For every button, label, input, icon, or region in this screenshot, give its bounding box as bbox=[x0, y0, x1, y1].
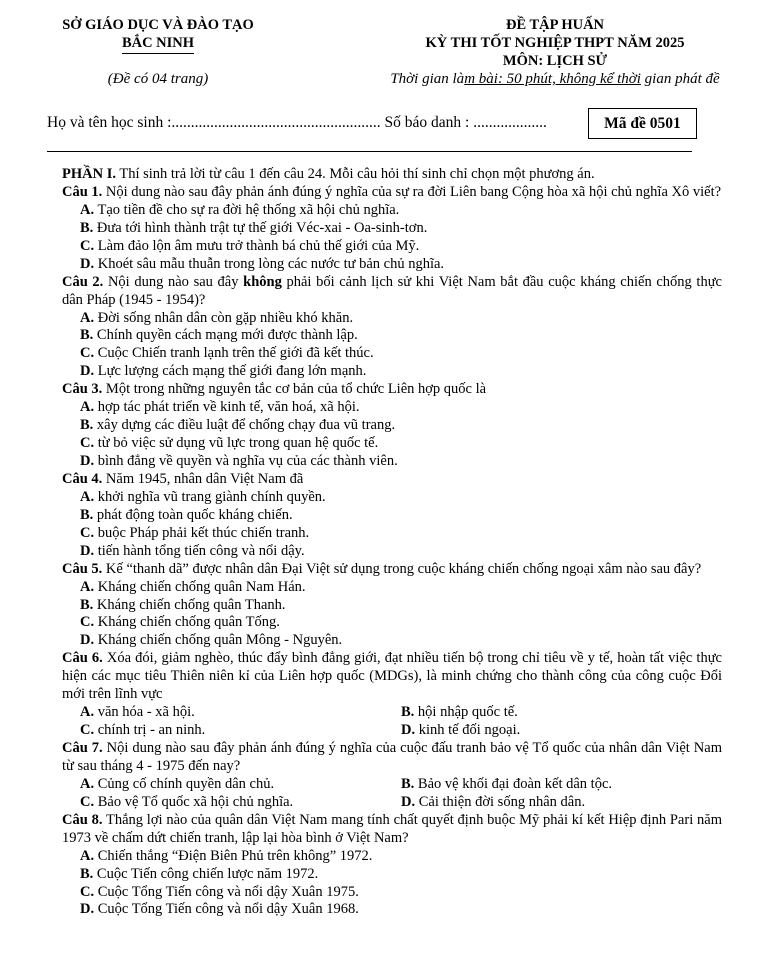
option-text: Chính quyền cách mạng mới được thành lập. bbox=[96, 327, 358, 344]
option-d[interactable] bbox=[62, 453, 722, 471]
question-stem bbox=[62, 812, 722, 848]
option-text: phát động toàn quốc kháng chiến. bbox=[96, 506, 293, 523]
stem-text: phải bối cảnh lịch sử khi Việt Nam bắt đầu cuộc kháng chiến chống thực dân Pháp (1945 - 1954)? bbox=[62, 273, 722, 308]
option-text: Kháng chiến chống quân Nam Hán. bbox=[97, 578, 306, 595]
option-text: Củng cố chính quyền dân chủ. bbox=[97, 775, 275, 792]
part-label: PHẦN I. bbox=[62, 166, 116, 182]
option-text: bình đẳng về quyền và nghĩa vụ của các thành viên. bbox=[97, 453, 398, 469]
option-letter: C. bbox=[80, 722, 95, 739]
option-b[interactable] bbox=[62, 597, 722, 615]
option-a[interactable] bbox=[62, 310, 722, 328]
option-letter: B. bbox=[80, 219, 94, 236]
option-letter: D. bbox=[80, 901, 95, 918]
option-letter: A. bbox=[80, 775, 95, 792]
option-b[interactable] bbox=[62, 327, 722, 345]
option-d[interactable] bbox=[62, 632, 722, 650]
option-a[interactable] bbox=[62, 489, 722, 507]
option-c[interactable] bbox=[62, 435, 722, 453]
option-letter: B. bbox=[80, 596, 94, 613]
option-d[interactable] bbox=[401, 794, 722, 812]
option-text: buộc Pháp phải kết thúc chiến tranh. bbox=[97, 524, 310, 541]
option-letter: A. bbox=[80, 847, 95, 864]
option-letter: A. bbox=[80, 309, 95, 326]
exam-name: KỲ THI TỐT NGHIỆP THPT NĂM 2025 bbox=[425, 35, 685, 51]
option-row bbox=[62, 704, 722, 722]
option-text: Bảo vệ Tổ quốc xã hội chủ nghĩa. bbox=[97, 793, 294, 810]
option-letter: B. bbox=[401, 704, 415, 721]
option-letter: C. bbox=[80, 793, 95, 810]
option-text: Cải thiện đời sống nhân dân. bbox=[418, 793, 586, 810]
option-text: từ bỏ việc sử dụng vũ lực trong quan hệ quốc tế. bbox=[97, 435, 379, 452]
questions-content bbox=[62, 166, 722, 919]
question-stem bbox=[62, 740, 722, 776]
option-row bbox=[62, 722, 722, 740]
option-c[interactable] bbox=[80, 794, 401, 812]
option-text: kinh tế đối ngoại. bbox=[418, 722, 521, 739]
option-letter: A. bbox=[80, 201, 95, 218]
option-b[interactable] bbox=[401, 704, 722, 722]
option-letter: D. bbox=[401, 793, 416, 810]
question-stem bbox=[62, 471, 722, 489]
part-instruction bbox=[62, 166, 722, 184]
question-label: Câu 5. bbox=[62, 560, 103, 577]
option-letter: A. bbox=[80, 488, 95, 505]
student-id-field: Số báo danh : ................... bbox=[380, 114, 547, 131]
option-a[interactable] bbox=[62, 202, 722, 220]
org-name: SỞ GIÁO DỤC VÀ ĐÀO TẠO bbox=[62, 17, 254, 33]
part-text: Thí sinh trả lời từ câu 1 đến câu 24. Mỗi câu hỏi thí sinh chỉ chọn một phương án. bbox=[115, 166, 595, 182]
option-d[interactable] bbox=[62, 256, 722, 274]
option-b[interactable] bbox=[62, 220, 722, 238]
option-letter: C. bbox=[80, 435, 95, 452]
option-text: Cuộc Tiến công chiến lược năm 1972. bbox=[96, 865, 319, 882]
option-text: Kháng chiến chống quân Tống. bbox=[97, 614, 280, 631]
option-letter: C. bbox=[80, 524, 95, 541]
option-letter: D. bbox=[80, 363, 95, 380]
question-label: Câu 2. bbox=[62, 273, 104, 290]
option-letter: A. bbox=[80, 704, 95, 721]
option-letter: D. bbox=[80, 542, 95, 559]
option-text: hợp tác phát triển về kinh tế, văn hoá, xã hội. bbox=[97, 399, 360, 416]
question-8 bbox=[62, 812, 722, 920]
option-a[interactable] bbox=[62, 848, 722, 866]
option-b[interactable] bbox=[62, 507, 722, 525]
option-text: hội nhập quốc tế. bbox=[417, 704, 518, 721]
question-4 bbox=[62, 471, 722, 561]
option-letter: B. bbox=[80, 865, 94, 882]
stem-text: Nội dung nào sau đây phản ánh đúng ý nghĩa của cuộc đấu tranh bảo vệ Tổ quốc của nhân dân Việt Nam từ sau tháng 4 - 1975 đến nay? bbox=[62, 740, 722, 774]
option-text: Cuộc Tổng Tiến công và nổi dậy Xuân 1968. bbox=[97, 901, 359, 918]
question-7 bbox=[62, 740, 722, 812]
time-note bbox=[330, 71, 769, 88]
option-d[interactable] bbox=[401, 722, 722, 740]
option-text: Khoét sâu mẫu thuẫn trong lòng các nước tư bản chủ nghĩa. bbox=[97, 255, 445, 272]
divider bbox=[47, 151, 692, 152]
option-d[interactable] bbox=[62, 901, 722, 919]
question-stem bbox=[62, 184, 722, 202]
exam-title: ĐỀ TẬP HUẤN bbox=[505, 17, 605, 33]
question-1 bbox=[62, 184, 722, 274]
option-letter: B. bbox=[80, 327, 94, 344]
question-label: Câu 4. bbox=[62, 470, 103, 487]
stem-text: Nội dung nào sau đây bbox=[103, 273, 244, 290]
option-b[interactable] bbox=[62, 417, 722, 435]
option-text: Cuộc Tổng Tiến công và nổi dậy Xuân 1975. bbox=[97, 883, 359, 900]
stem-text: Thắng lợi nào của quân dân Việt Nam mang tính chất quyết định buộc Mỹ phải kí kết Hiệp định Pari năm 1973 về chấm dứt chiến tranh, lập lại hòa bình ở Việt Nam? bbox=[62, 811, 722, 846]
option-letter: C. bbox=[80, 614, 95, 631]
question-5 bbox=[62, 561, 722, 651]
option-text: Lực lượng cách mạng thế giới đang lớn mạnh. bbox=[97, 363, 367, 380]
org-province: BẮC NINH bbox=[122, 34, 194, 54]
option-text: văn hóa - xã hội. bbox=[97, 704, 195, 721]
option-d[interactable] bbox=[62, 363, 722, 381]
option-text: Bảo vệ khối đại đoàn kết dân tộc. bbox=[417, 775, 613, 792]
header-right bbox=[330, 16, 769, 70]
option-c[interactable] bbox=[80, 722, 401, 740]
time-pre: Thời gian là bbox=[390, 71, 465, 87]
question-stem bbox=[62, 650, 722, 704]
exam-subject: MÔN: LỊCH SỬ bbox=[502, 53, 608, 69]
student-name-field: Họ và tên học sinh :...................................................... bbox=[47, 114, 381, 131]
option-text: tiến hành tổng tiến công và nổi dậy. bbox=[97, 542, 305, 559]
option-text: Đưa tới hình thành trật tự thế giới Véc-xai - Oa-sinh-tơn. bbox=[96, 219, 428, 236]
option-letter: A. bbox=[80, 399, 95, 416]
student-info bbox=[47, 114, 547, 132]
option-c[interactable] bbox=[62, 238, 722, 256]
option-a[interactable] bbox=[80, 776, 401, 794]
option-letter: C. bbox=[80, 237, 95, 254]
option-a[interactable] bbox=[62, 579, 722, 597]
option-row bbox=[62, 776, 722, 794]
option-letter: C. bbox=[80, 345, 95, 362]
option-letter: B. bbox=[80, 417, 94, 434]
option-d[interactable] bbox=[62, 543, 722, 561]
option-text: Chiến thắng “Điện Biên Phủ trên không” 1972. bbox=[97, 847, 373, 864]
question-label: Câu 8. bbox=[62, 811, 103, 828]
exam-code-box: Mã đề 0501 bbox=[588, 108, 697, 139]
stem-text: Kế “thanh dã” được nhân dân Đại Việt sử dụng trong cuộc kháng chiến chống ngoại xâm nào sau đây? bbox=[102, 560, 702, 577]
option-text: Tạo tiền đề cho sự ra đời hệ thống xã hội chủ nghĩa. bbox=[97, 201, 400, 218]
option-text: Làm đảo lộn âm mưu trở thành bá chủ thế giới của Mỹ. bbox=[97, 237, 420, 254]
question-stem bbox=[62, 274, 722, 310]
option-a[interactable] bbox=[80, 704, 401, 722]
question-label: Câu 1. bbox=[62, 183, 103, 200]
question-stem bbox=[62, 561, 722, 579]
stem-text: Một trong những nguyên tắc cơ bản của tổ chức Liên hợp quốc là bbox=[102, 381, 487, 398]
question-label: Câu 3. bbox=[62, 381, 103, 398]
question-2 bbox=[62, 274, 722, 382]
option-letter: C. bbox=[80, 883, 95, 900]
option-letter: A. bbox=[80, 578, 95, 595]
option-text: Kháng chiến chống quân Thanh. bbox=[96, 596, 286, 613]
option-a[interactable] bbox=[62, 399, 722, 417]
question-label: Câu 6. bbox=[62, 650, 103, 667]
stem-text: Nội dung nào sau đây phản ánh đúng ý nghĩa của sự ra đời Liên bang Cộng hòa xã hội chủ nghĩa Xô viết? bbox=[102, 183, 722, 200]
option-text: Kháng chiến chống quân Mông - Nguyên. bbox=[97, 632, 343, 649]
option-letter: B. bbox=[80, 506, 94, 523]
option-letter: B. bbox=[401, 775, 415, 792]
stem-text: Xóa đói, giảm nghèo, thúc đẩy bình đẳng giới, đạt nhiều tiến bộ trong chỉ tiêu về y tế, hoàn tất việc thực hiện các mục tiêu Thiên niên kỉ của Liên hợp quốc (MDGs), là minh chứng cho thành công của công cuộc Đổi mới trên lĩnh vực bbox=[62, 650, 722, 703]
option-b[interactable] bbox=[401, 776, 722, 794]
question-6 bbox=[62, 650, 722, 740]
stem-text: Năm 1945, nhân dân Việt Nam đã bbox=[102, 470, 304, 487]
option-c[interactable] bbox=[62, 884, 722, 902]
option-text: chính trị - an ninh. bbox=[97, 722, 206, 739]
option-c[interactable] bbox=[62, 525, 722, 543]
stem-text: không bbox=[243, 273, 282, 290]
option-letter: D. bbox=[80, 255, 95, 272]
option-c[interactable] bbox=[62, 345, 722, 363]
question-label: Câu 7. bbox=[62, 740, 103, 756]
option-letter: D. bbox=[80, 632, 95, 649]
option-letter: D. bbox=[80, 453, 95, 469]
question-3 bbox=[62, 381, 722, 471]
option-b[interactable] bbox=[62, 866, 722, 884]
pages-note: (Đề có 04 trang) bbox=[107, 71, 209, 87]
option-row bbox=[62, 794, 722, 812]
option-text: Cuộc Chiến tranh lạnh trên thế giới đã kết thúc. bbox=[97, 345, 374, 362]
option-c[interactable] bbox=[62, 614, 722, 632]
option-text: khởi nghĩa vũ trang giành chính quyền. bbox=[97, 488, 326, 505]
option-text: Đời sống nhân dân còn gặp nhiều khó khăn. bbox=[97, 309, 354, 326]
header-left bbox=[40, 16, 276, 54]
option-text: xây dựng các điều luật để chống chạy đua vũ trang. bbox=[96, 417, 396, 434]
time-post: gian phát đề bbox=[640, 71, 720, 87]
question-stem bbox=[62, 381, 722, 399]
option-letter: D. bbox=[401, 722, 416, 739]
time-underlined: m bài: 50 phút, không kể thời bbox=[464, 71, 641, 87]
